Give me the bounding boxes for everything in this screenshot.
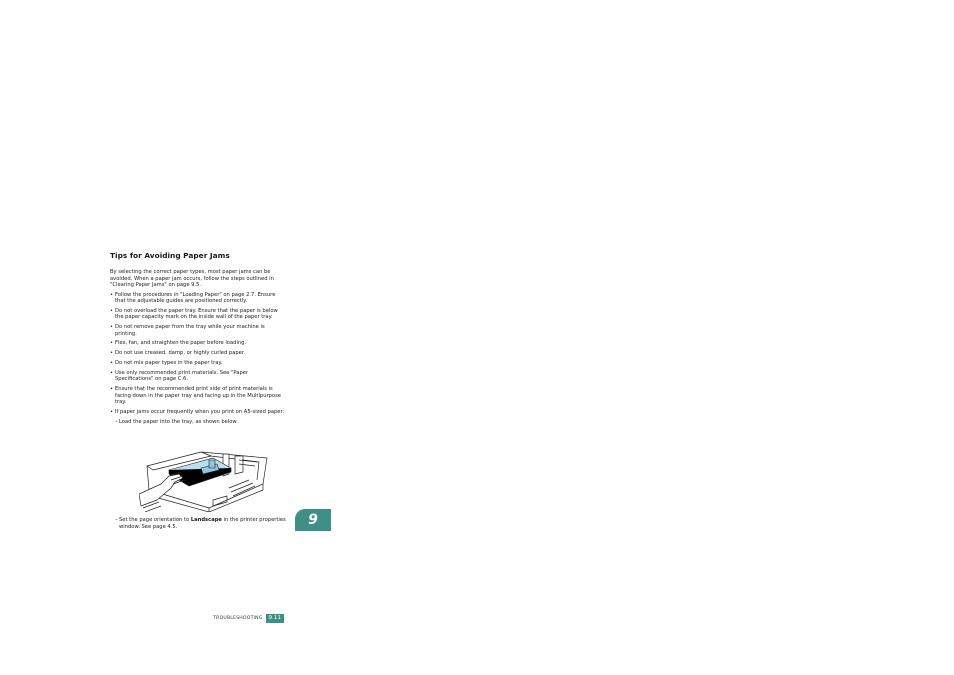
chapter-number: 9 (308, 512, 318, 528)
tips-list (110, 292, 286, 416)
tip-item: • Do not use creased, damp, or highly curled paper. (110, 350, 286, 357)
paper-tray-illustration (139, 446, 269, 512)
tip-item: • If paper jams occur frequently when you print on A5-sized paper: (110, 409, 286, 416)
sub-item-orientation: – Set the page orientation to Landscape in the printer properties window. See page 4.5. (115, 517, 286, 530)
intro-paragraph: By selecting the correct paper types, most paper jams can be avoided. When a paper jam occurs, follow the steps outlined in "Clearing Paper Jams" on page 9.5. (110, 269, 274, 288)
tip-item: • Do not remove paper from the tray while your machine is printing. (110, 324, 286, 337)
page-number: 9.11 (266, 614, 284, 623)
sub-item-block (110, 512, 286, 533)
tip-item: • Do not overload the paper tray. Ensure that the paper is below the paper capacity mark on the inside wall of the paper tray. (110, 308, 286, 321)
tip-item: • Flex, fan, and straighten the paper before loading. (110, 340, 286, 347)
section-title: Tips for Avoiding Paper Jams (110, 251, 230, 260)
sub-item-load-paper: – Load the paper into the tray, as shown below. (115, 419, 286, 426)
tip-item: • Do not mix paper types in the paper tray. (110, 360, 286, 367)
tip-item: • Use only recommended print materials. See "Paper Specifications" on page C.6. (110, 370, 286, 383)
tip-item: • Ensure that the recommended print side of print materials is facing down in the paper tray and facing up in the Multipurpose tray. (110, 386, 286, 406)
tip-item: • Follow the procedures in "Loading Paper" on page 2.7. Ensure that the adjustable guides are positioned correctly. (110, 292, 286, 305)
chapter-tab (295, 509, 331, 531)
page-footer (213, 614, 284, 623)
footer-label: TROUBLESHOOTING (213, 616, 263, 621)
tips-section (110, 251, 286, 428)
landscape-keyword: Landscape (190, 517, 222, 523)
